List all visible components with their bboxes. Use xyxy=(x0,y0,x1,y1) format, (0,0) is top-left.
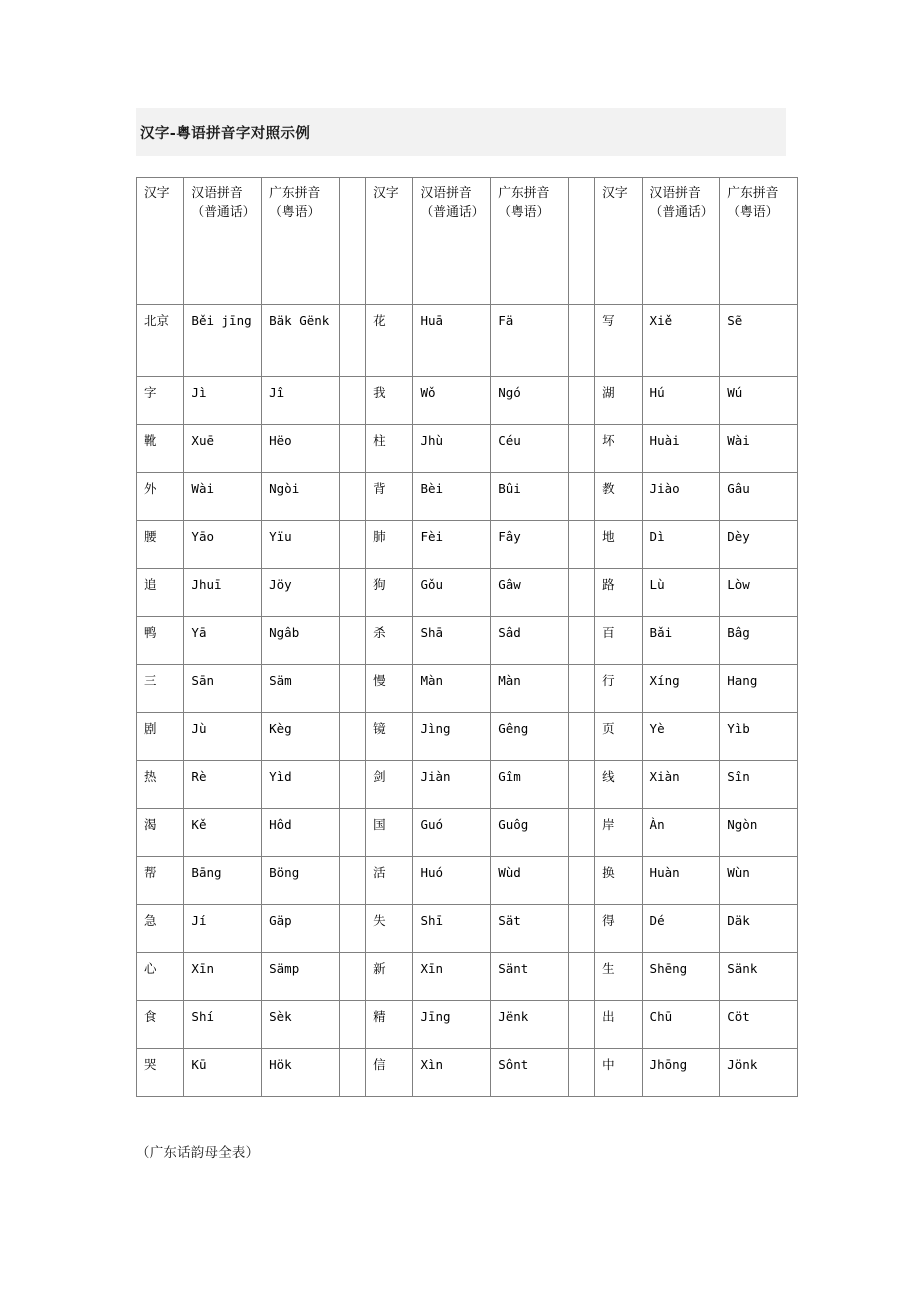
cell-hanzi: 行 xyxy=(595,665,642,713)
cell-cantonese: Hang xyxy=(720,665,798,713)
cell-mandarin: Xìn xyxy=(413,1049,491,1097)
cell-cantonese: Wùd xyxy=(491,857,569,905)
cell-mandarin: Hú xyxy=(642,377,720,425)
table-row xyxy=(137,1001,798,1049)
comparison-table-wrapper xyxy=(136,177,800,1097)
table-row xyxy=(137,1049,798,1097)
cell-hanzi: 哭 xyxy=(137,1049,184,1097)
cell-cantonese: Gâu xyxy=(720,473,798,521)
cell-cantonese: Ngòn xyxy=(720,809,798,857)
cell-mandarin: Shā xyxy=(413,617,491,665)
cell-hanzi: 我 xyxy=(366,377,413,425)
cell-spacer xyxy=(568,761,594,809)
cell-hanzi: 鸭 xyxy=(137,617,184,665)
table-body xyxy=(137,305,798,1097)
cell-cantonese: Guôg xyxy=(491,809,569,857)
cell-hanzi: 热 xyxy=(137,761,184,809)
cell-mandarin: Jù xyxy=(184,713,262,761)
cell-hanzi: 镜 xyxy=(366,713,413,761)
cell-mandarin: Shēng xyxy=(642,953,720,1001)
cell-mandarin: Bāng xyxy=(184,857,262,905)
cell-mandarin: Huàn xyxy=(642,857,720,905)
cell-mandarin: Jì xyxy=(184,377,262,425)
cell-mandarin: Xīn xyxy=(413,953,491,1001)
cell-hanzi: 心 xyxy=(137,953,184,1001)
cell-cantonese: Gâw xyxy=(491,569,569,617)
cell-spacer xyxy=(568,713,594,761)
cell-spacer xyxy=(568,305,594,377)
cell-mandarin: Jhù xyxy=(413,425,491,473)
cell-hanzi: 坏 xyxy=(595,425,642,473)
cell-cantonese: Wài xyxy=(720,425,798,473)
cell-hanzi: 生 xyxy=(595,953,642,1001)
cell-cantonese: Bûi xyxy=(491,473,569,521)
cell-spacer xyxy=(339,857,365,905)
cell-spacer xyxy=(339,905,365,953)
cell-cantonese: Ngâb xyxy=(262,617,340,665)
cell-mandarin: Yā xyxy=(184,617,262,665)
cell-mandarin: Xíng xyxy=(642,665,720,713)
cell-hanzi: 新 xyxy=(366,953,413,1001)
cell-cantonese: Céu xyxy=(491,425,569,473)
cell-mandarin: Gǒu xyxy=(413,569,491,617)
cell-cantonese: Jî xyxy=(262,377,340,425)
cell-spacer xyxy=(568,617,594,665)
cell-cantonese: Kèg xyxy=(262,713,340,761)
table-row xyxy=(137,713,798,761)
cell-cantonese: Sänk xyxy=(720,953,798,1001)
cell-cantonese: Fây xyxy=(491,521,569,569)
cell-cantonese: Sâd xyxy=(491,617,569,665)
col-header-hanzi-1: 汉字 xyxy=(137,178,184,305)
cell-hanzi: 写 xyxy=(595,305,642,377)
cell-mandarin: Fèi xyxy=(413,521,491,569)
cell-mandarin: Dì xyxy=(642,521,720,569)
cell-hanzi: 慢 xyxy=(366,665,413,713)
cell-cantonese: Hök xyxy=(262,1049,340,1097)
cell-mandarin: Màn xyxy=(413,665,491,713)
col-header-spacer-2 xyxy=(568,178,594,305)
footer-note: （广东话韵母全表） xyxy=(136,1145,260,1161)
cell-mandarin: Jí xyxy=(184,905,262,953)
cell-cantonese: Sẽ xyxy=(720,305,798,377)
cell-cantonese: Jönk xyxy=(720,1049,798,1097)
cell-spacer xyxy=(339,305,365,377)
cell-hanzi: 得 xyxy=(595,905,642,953)
cell-cantonese: Yìb xyxy=(720,713,798,761)
cell-mandarin: Jhōng xyxy=(642,1049,720,1097)
cell-cantonese: Bâg xyxy=(720,617,798,665)
cell-spacer xyxy=(568,473,594,521)
cell-mandarin: Shí xyxy=(184,1001,262,1049)
cell-spacer xyxy=(568,809,594,857)
cell-cantonese: Dèy xyxy=(720,521,798,569)
cell-spacer xyxy=(339,809,365,857)
document-content xyxy=(136,108,800,1161)
cell-hanzi: 精 xyxy=(366,1001,413,1049)
col-header-spacer-1 xyxy=(339,178,365,305)
cell-hanzi: 路 xyxy=(595,569,642,617)
cell-cantonese: Bäk Gënk xyxy=(262,305,340,377)
col-header-hanzi-2: 汉字 xyxy=(366,178,413,305)
table-row xyxy=(137,857,798,905)
cell-hanzi: 字 xyxy=(137,377,184,425)
cell-hanzi: 北京 xyxy=(137,305,184,377)
cell-spacer xyxy=(568,665,594,713)
cell-cantonese: Jöy xyxy=(262,569,340,617)
cell-cantonese: Jënk xyxy=(491,1001,569,1049)
cell-hanzi: 失 xyxy=(366,905,413,953)
cell-cantonese: Hëo xyxy=(262,425,340,473)
cell-mandarin: Xuē xyxy=(184,425,262,473)
col-header-hanzi-3: 汉字 xyxy=(595,178,642,305)
table-row xyxy=(137,305,798,377)
cell-mandarin: Xiě xyxy=(642,305,720,377)
cell-mandarin: Jìng xyxy=(413,713,491,761)
cell-cantonese: Lòw xyxy=(720,569,798,617)
cell-mandarin: Běi jīng xyxy=(184,305,262,377)
cell-spacer xyxy=(339,569,365,617)
cell-spacer xyxy=(339,1001,365,1049)
cell-hanzi: 中 xyxy=(595,1049,642,1097)
table-row xyxy=(137,809,798,857)
cell-spacer xyxy=(568,569,594,617)
cell-cantonese: Gêng xyxy=(491,713,569,761)
cell-hanzi: 信 xyxy=(366,1049,413,1097)
cell-cantonese: Sèk xyxy=(262,1001,340,1049)
cell-hanzi: 杀 xyxy=(366,617,413,665)
cell-cantonese: Böng xyxy=(262,857,340,905)
cell-hanzi: 页 xyxy=(595,713,642,761)
cell-hanzi: 地 xyxy=(595,521,642,569)
cell-mandarin: Kū xyxy=(184,1049,262,1097)
col-header-mandarin-3: 汉语拼音（普通话） xyxy=(642,178,720,305)
cell-mandarin: Xīn xyxy=(184,953,262,1001)
cell-mandarin: Guó xyxy=(413,809,491,857)
table-row xyxy=(137,377,798,425)
page-title: 汉字-粤语拼音字对照示例 xyxy=(140,125,311,142)
cell-hanzi: 换 xyxy=(595,857,642,905)
cell-mandarin: Shī xyxy=(413,905,491,953)
cell-mandarin: Huài xyxy=(642,425,720,473)
cell-hanzi: 线 xyxy=(595,761,642,809)
cell-mandarin: Rè xyxy=(184,761,262,809)
cell-mandarin: Xiàn xyxy=(642,761,720,809)
cell-mandarin: Àn xyxy=(642,809,720,857)
cell-cantonese: Säm xyxy=(262,665,340,713)
cell-cantonese: Gäp xyxy=(262,905,340,953)
col-header-cantonese-1: 广东拼音（粤语） xyxy=(262,178,340,305)
table-row xyxy=(137,569,798,617)
cell-hanzi: 肺 xyxy=(366,521,413,569)
col-header-mandarin-1: 汉语拼音（普通话） xyxy=(184,178,262,305)
cell-mandarin: Jiàn xyxy=(413,761,491,809)
cell-spacer xyxy=(568,377,594,425)
cell-hanzi: 湖 xyxy=(595,377,642,425)
cell-hanzi: 外 xyxy=(137,473,184,521)
cell-hanzi: 追 xyxy=(137,569,184,617)
cell-cantonese: Ngó xyxy=(491,377,569,425)
cell-cantonese: Hôd xyxy=(262,809,340,857)
cell-mandarin: Wài xyxy=(184,473,262,521)
cell-cantonese: Fä xyxy=(491,305,569,377)
col-header-mandarin-2: 汉语拼音（普通话） xyxy=(413,178,491,305)
table-row xyxy=(137,761,798,809)
table-row xyxy=(137,473,798,521)
cell-mandarin: Huā xyxy=(413,305,491,377)
cell-spacer xyxy=(568,521,594,569)
cell-cantonese: Sät xyxy=(491,905,569,953)
cell-hanzi: 教 xyxy=(595,473,642,521)
cell-spacer xyxy=(339,761,365,809)
col-header-cantonese-3: 广东拼音（粤语） xyxy=(720,178,798,305)
cell-hanzi: 岸 xyxy=(595,809,642,857)
cell-spacer xyxy=(339,1049,365,1097)
cell-cantonese: Sîn xyxy=(720,761,798,809)
cell-cantonese: Wùn xyxy=(720,857,798,905)
cell-hanzi: 剧 xyxy=(137,713,184,761)
cell-mandarin: Dé xyxy=(642,905,720,953)
cell-hanzi: 出 xyxy=(595,1001,642,1049)
cell-hanzi: 狗 xyxy=(366,569,413,617)
cell-hanzi: 活 xyxy=(366,857,413,905)
table-row xyxy=(137,665,798,713)
cell-mandarin: Jhuī xyxy=(184,569,262,617)
cell-mandarin: Kě xyxy=(184,809,262,857)
cell-cantonese: Sänt xyxy=(491,953,569,1001)
cell-hanzi: 三 xyxy=(137,665,184,713)
cell-cantonese: Yïu xyxy=(262,521,340,569)
cell-mandarin: Bèi xyxy=(413,473,491,521)
cell-mandarin: Wǒ xyxy=(413,377,491,425)
cell-mandarin: Yāo xyxy=(184,521,262,569)
cell-hanzi: 渴 xyxy=(137,809,184,857)
table-header-row xyxy=(137,178,798,305)
cell-cantonese: Gîm xyxy=(491,761,569,809)
cell-mandarin: Huó xyxy=(413,857,491,905)
cell-spacer xyxy=(568,1001,594,1049)
cell-hanzi: 花 xyxy=(366,305,413,377)
hanzi-cantonese-comparison-table xyxy=(136,177,798,1097)
cell-hanzi: 靴 xyxy=(137,425,184,473)
cell-spacer xyxy=(339,473,365,521)
cell-mandarin: Jīng xyxy=(413,1001,491,1049)
table-row xyxy=(137,905,798,953)
cell-cantonese: Däk xyxy=(720,905,798,953)
col-header-cantonese-2: 广东拼音（粤语） xyxy=(491,178,569,305)
cell-hanzi: 剑 xyxy=(366,761,413,809)
cell-cantonese: Sônt xyxy=(491,1049,569,1097)
cell-spacer xyxy=(339,377,365,425)
table-row xyxy=(137,953,798,1001)
table-row xyxy=(137,521,798,569)
cell-cantonese: Sämp xyxy=(262,953,340,1001)
cell-mandarin: Lù xyxy=(642,569,720,617)
cell-spacer xyxy=(339,617,365,665)
cell-hanzi: 柱 xyxy=(366,425,413,473)
document-title-band xyxy=(136,108,786,156)
table-row xyxy=(137,617,798,665)
cell-hanzi: 腰 xyxy=(137,521,184,569)
cell-mandarin: Sān xyxy=(184,665,262,713)
cell-spacer xyxy=(568,425,594,473)
cell-hanzi: 百 xyxy=(595,617,642,665)
cell-cantonese: Yìd xyxy=(262,761,340,809)
cell-cantonese: Wú xyxy=(720,377,798,425)
cell-spacer xyxy=(568,857,594,905)
table-header xyxy=(137,178,798,305)
cell-spacer xyxy=(339,953,365,1001)
cell-hanzi: 背 xyxy=(366,473,413,521)
cell-spacer xyxy=(568,953,594,1001)
cell-mandarin: Jiào xyxy=(642,473,720,521)
cell-hanzi: 急 xyxy=(137,905,184,953)
cell-mandarin: Bǎi xyxy=(642,617,720,665)
cell-hanzi: 帮 xyxy=(137,857,184,905)
cell-spacer xyxy=(568,905,594,953)
cell-cantonese: Cöt xyxy=(720,1001,798,1049)
cell-spacer xyxy=(339,665,365,713)
cell-spacer xyxy=(568,1049,594,1097)
cell-hanzi: 食 xyxy=(137,1001,184,1049)
cell-spacer xyxy=(339,425,365,473)
cell-hanzi: 国 xyxy=(366,809,413,857)
cell-spacer xyxy=(339,713,365,761)
cell-spacer xyxy=(339,521,365,569)
cell-cantonese: Ngòi xyxy=(262,473,340,521)
cell-cantonese: Màn xyxy=(491,665,569,713)
cell-mandarin: Yè xyxy=(642,713,720,761)
cell-mandarin: Chū xyxy=(642,1001,720,1049)
table-row xyxy=(137,425,798,473)
